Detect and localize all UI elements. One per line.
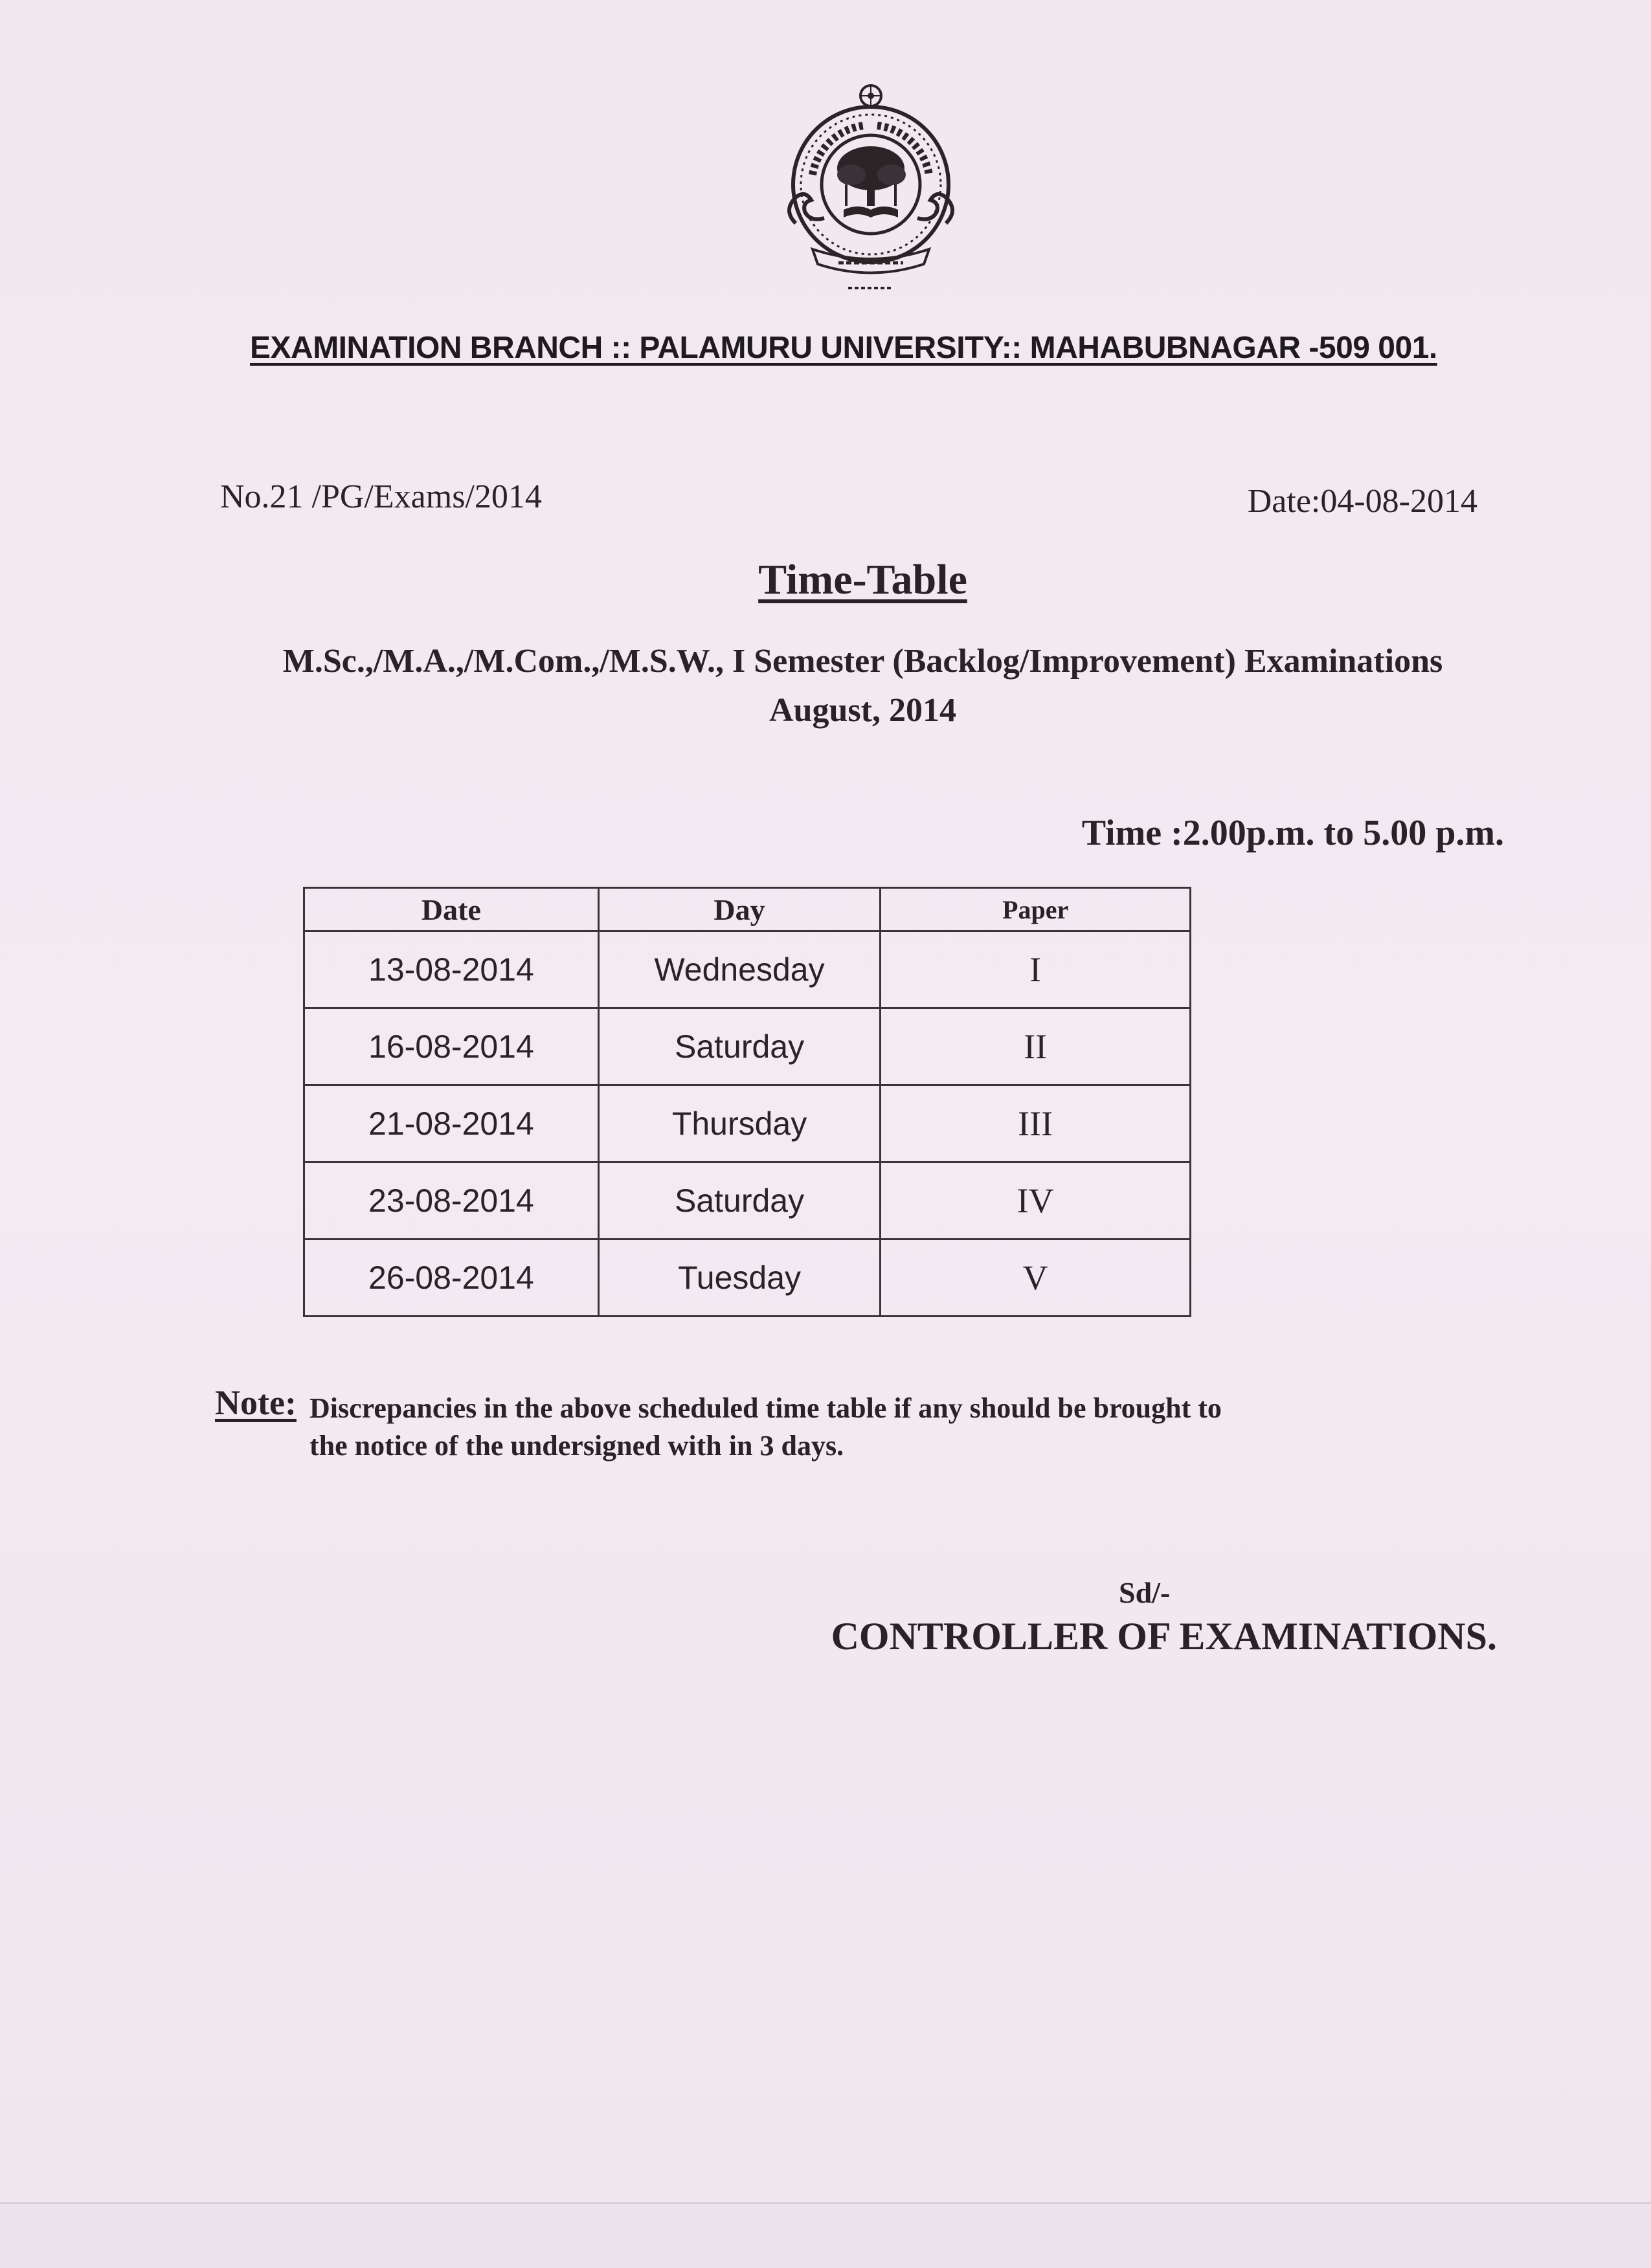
scan-bottom-edge	[0, 2202, 1651, 2268]
table-row	[304, 1162, 1191, 1240]
cell-day: Wednesday	[598, 931, 880, 1008]
university-seal-icon	[774, 71, 968, 298]
header-day: Day	[598, 888, 880, 931]
cell-day: Thursday	[598, 1085, 880, 1162]
cell-date: 21-08-2014	[304, 1085, 599, 1162]
cell-paper: I	[881, 931, 1191, 1008]
note-label: Note:	[215, 1383, 297, 1422]
exam-subtitle: M.Sc.,/M.A.,/M.Com.,/M.S.W., I Semester (Backlog/Improvement) Examinations	[282, 643, 1443, 680]
header-date: Date	[304, 888, 599, 931]
signature-mark: Sd/-	[1119, 1576, 1171, 1609]
cell-day: Saturday	[598, 1162, 880, 1240]
exam-time: Time :2.00p.m. to 5.00 p.m.	[1081, 813, 1504, 853]
cell-paper: V	[881, 1240, 1191, 1317]
cell-day: Saturday	[598, 1008, 880, 1085]
reference-number: No.21 /PG/Exams/2014	[220, 478, 542, 515]
cell-paper: IV	[881, 1162, 1191, 1240]
cell-date: 13-08-2014	[304, 931, 599, 1008]
note-text-line-1: Discrepancies in the above scheduled time table if any should be brought to	[309, 1392, 1222, 1424]
cell-paper: II	[881, 1008, 1191, 1085]
table-row	[304, 1240, 1191, 1317]
cell-date: 26-08-2014	[304, 1240, 599, 1317]
table-header-row	[304, 888, 1191, 931]
cell-day: Tuesday	[598, 1240, 880, 1317]
table-row	[304, 1008, 1191, 1085]
timetable	[303, 887, 1191, 1317]
page-title: Time-Table	[758, 556, 967, 603]
note-text-line-2: the notice of the undersigned with in 3 days.	[309, 1430, 844, 1462]
cell-date: 16-08-2014	[304, 1008, 599, 1085]
header-paper: Paper	[881, 888, 1191, 931]
cell-paper: III	[881, 1085, 1191, 1162]
document-date: Date:04-08-2014	[1247, 483, 1477, 520]
table-row	[304, 931, 1191, 1008]
table-row	[304, 1085, 1191, 1162]
cell-date: 23-08-2014	[304, 1162, 599, 1240]
signatory-designation: CONTROLLER OF EXAMINATIONS.	[831, 1615, 1497, 1658]
header-line: EXAMINATION BRANCH :: PALAMURU UNIVERSITY:: MAHABUBNAGAR -509 001.	[250, 331, 1437, 365]
exam-month: August, 2014	[769, 692, 956, 729]
